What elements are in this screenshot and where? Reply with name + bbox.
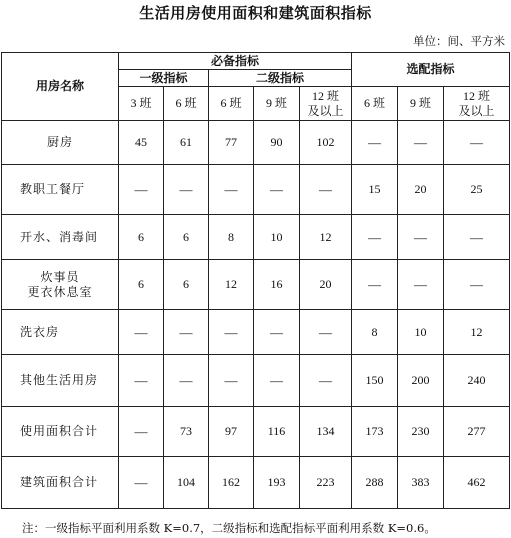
table-cell: 162 bbox=[209, 457, 254, 509]
table-cell: 6 bbox=[119, 215, 164, 260]
table-row bbox=[2, 215, 510, 260]
table-cell: — bbox=[352, 121, 398, 165]
table-row bbox=[2, 457, 510, 509]
col-header: 6 班 bbox=[164, 87, 209, 121]
table-cell: — bbox=[444, 215, 510, 260]
table-cell: — bbox=[254, 310, 300, 355]
table-cell: 15 bbox=[352, 165, 398, 215]
required-header: 必备指标 bbox=[119, 53, 352, 70]
table-cell: 16 bbox=[254, 260, 300, 310]
table-cell: — bbox=[119, 355, 164, 407]
table-cell: — bbox=[352, 260, 398, 310]
table-cell: 116 bbox=[254, 407, 300, 457]
optional-header: 选配指标 bbox=[352, 53, 510, 87]
table-cell: 193 bbox=[254, 457, 300, 509]
table-cell: 173 bbox=[352, 407, 398, 457]
table-cell: 25 bbox=[444, 165, 510, 215]
table-cell: 12 bbox=[444, 310, 510, 355]
table-cell: — bbox=[164, 165, 209, 215]
table-cell: — bbox=[398, 121, 444, 165]
table-cell: 134 bbox=[300, 407, 352, 457]
room-name-header: 用房名称 bbox=[2, 53, 119, 121]
table-cell: 383 bbox=[398, 457, 444, 509]
table-cell: 230 bbox=[398, 407, 444, 457]
row-name: 洗衣房 bbox=[2, 310, 119, 355]
table-cell: — bbox=[398, 260, 444, 310]
table-cell: 200 bbox=[398, 355, 444, 407]
table-row bbox=[2, 165, 510, 215]
table-row bbox=[2, 310, 510, 355]
table-cell: 462 bbox=[444, 457, 510, 509]
table-cell: 223 bbox=[300, 457, 352, 509]
table-cell: 73 bbox=[164, 407, 209, 457]
col-header: 9 班 bbox=[398, 87, 444, 121]
table-cell: 6 bbox=[164, 215, 209, 260]
table-cell: 10 bbox=[254, 215, 300, 260]
col-header: 6 班 bbox=[209, 87, 254, 121]
table-cell: 240 bbox=[444, 355, 510, 407]
table-cell: 77 bbox=[209, 121, 254, 165]
table-cell: 10 bbox=[398, 310, 444, 355]
table-cell: — bbox=[300, 355, 352, 407]
table-cell: — bbox=[254, 355, 300, 407]
table-cell: 45 bbox=[119, 121, 164, 165]
row-name: 使用面积合计 bbox=[2, 407, 119, 457]
table-cell: — bbox=[254, 165, 300, 215]
table-cell: 61 bbox=[164, 121, 209, 165]
unit-label: 单位：间、平方米 bbox=[413, 34, 505, 48]
row-name: 其他生活用房 bbox=[2, 355, 119, 407]
col-header: 6 班 bbox=[352, 87, 398, 121]
table-cell: 12 bbox=[209, 260, 254, 310]
col-header: 9 班 bbox=[254, 87, 300, 121]
table-cell: — bbox=[164, 355, 209, 407]
page-title: 生活用房使用面积和建筑面积指标 bbox=[139, 4, 372, 22]
row-name: 建筑面积合计 bbox=[2, 457, 119, 509]
table-cell: — bbox=[119, 407, 164, 457]
table-cell: 97 bbox=[209, 407, 254, 457]
table-cell: — bbox=[119, 310, 164, 355]
level2-header: 二级指标 bbox=[209, 70, 352, 87]
table-cell: 150 bbox=[352, 355, 398, 407]
table-row bbox=[2, 260, 510, 310]
row-name: 炊事员 更衣休息室 bbox=[2, 260, 119, 310]
table-cell: 102 bbox=[300, 121, 352, 165]
level1-header: 一级指标 bbox=[119, 70, 209, 87]
table-cell: — bbox=[209, 355, 254, 407]
table-cell: 6 bbox=[119, 260, 164, 310]
table-cell: — bbox=[300, 165, 352, 215]
footnote: 注：一级指标平面利用系数 K=0.7，二级指标和选配指标平面利用系数 K=0.6。 bbox=[22, 521, 436, 535]
col-header: 12 班 及以上 bbox=[300, 87, 352, 121]
row-name: 教职工餐厅 bbox=[2, 165, 119, 215]
table-row bbox=[2, 121, 510, 165]
table-cell: — bbox=[119, 165, 164, 215]
table-row bbox=[2, 355, 510, 407]
table-cell: 277 bbox=[444, 407, 510, 457]
table-cell: 12 bbox=[300, 215, 352, 260]
table-cell: — bbox=[300, 310, 352, 355]
table-cell: 8 bbox=[352, 310, 398, 355]
table-cell: — bbox=[164, 310, 209, 355]
col-header: 12 班 及以上 bbox=[444, 87, 510, 121]
table-cell: 20 bbox=[398, 165, 444, 215]
table-cell: 288 bbox=[352, 457, 398, 509]
table-cell: 6 bbox=[164, 260, 209, 310]
table-cell: — bbox=[209, 310, 254, 355]
table-cell: — bbox=[119, 457, 164, 509]
table-cell: — bbox=[444, 260, 510, 310]
table-cell: — bbox=[209, 165, 254, 215]
table-cell: 20 bbox=[300, 260, 352, 310]
table-cell: — bbox=[444, 121, 510, 165]
table-cell: 104 bbox=[164, 457, 209, 509]
row-name: 开水、消毒间 bbox=[2, 215, 119, 260]
col-header: 3 班 bbox=[119, 87, 164, 121]
table-cell: — bbox=[398, 215, 444, 260]
table-row bbox=[2, 407, 510, 457]
table-cell: 90 bbox=[254, 121, 300, 165]
table-cell: — bbox=[352, 215, 398, 260]
table-cell: 8 bbox=[209, 215, 254, 260]
area-index-table bbox=[1, 52, 510, 509]
row-name: 厨房 bbox=[2, 121, 119, 165]
